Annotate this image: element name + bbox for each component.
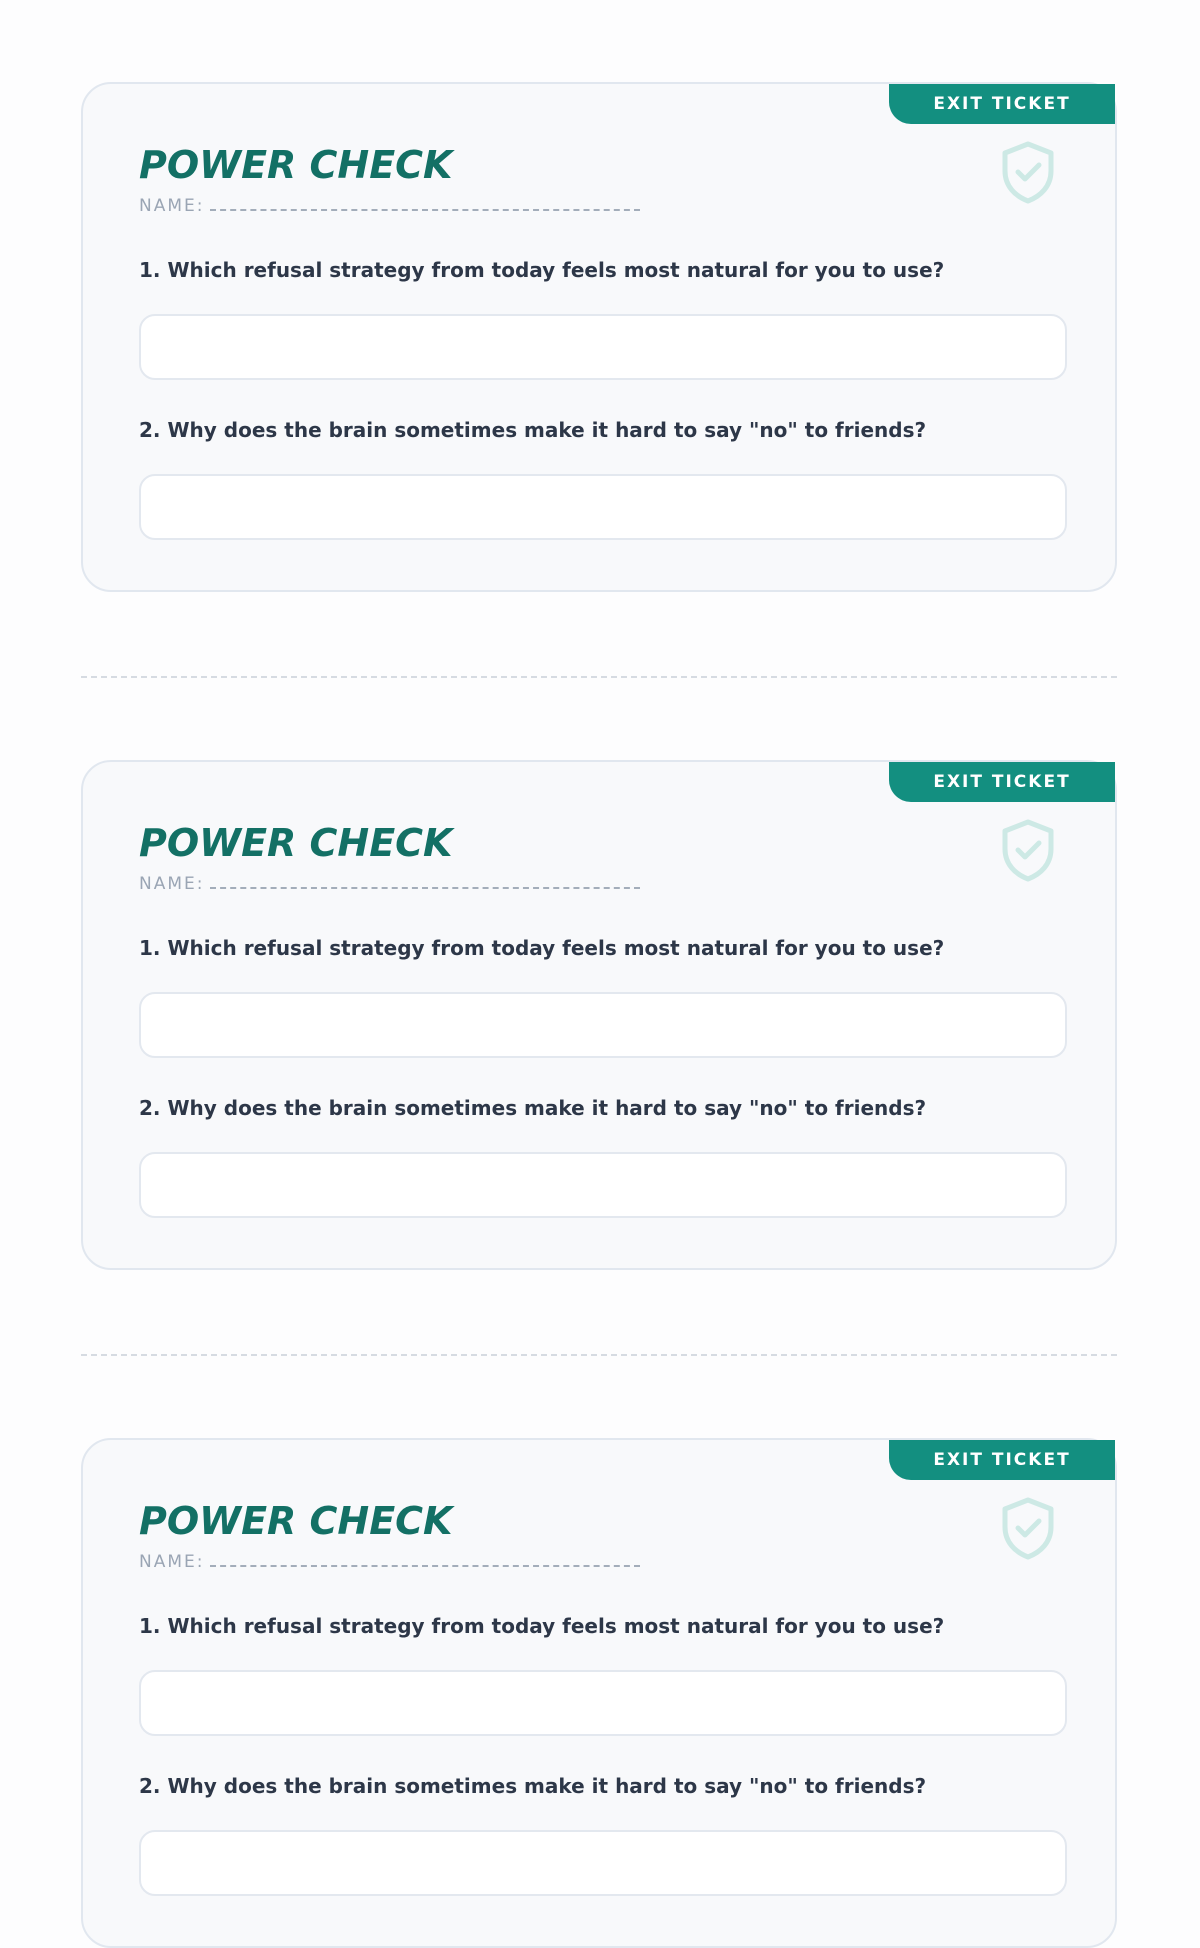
question-2: 2. Why does the brain sometimes make it hard to say "no" to friends? — [139, 1774, 927, 1798]
exit-ticket-badge: EXIT TICKET — [889, 1440, 1115, 1480]
name-blank[interactable] — [210, 197, 640, 211]
exit-ticket-badge: EXIT TICKET — [889, 762, 1115, 802]
name-label: NAME: — [139, 1552, 205, 1572]
answer-box-1[interactable] — [139, 314, 1067, 380]
cut-line-divider — [81, 1354, 1117, 1356]
question-2: 2. Why does the brain sometimes make it hard to say "no" to friends? — [139, 418, 927, 442]
answer-box-1[interactable] — [139, 992, 1067, 1058]
question-1: 1. Which refusal strategy from today feels most natural for you to use? — [139, 1614, 945, 1638]
name-line — [139, 872, 640, 897]
answer-box-2[interactable] — [139, 1152, 1067, 1218]
name-blank[interactable] — [210, 1553, 640, 1567]
ticket-title: POWER CHECK — [139, 143, 453, 187]
name-line — [139, 194, 640, 219]
question-1: 1. Which refusal strategy from today feels most natural for you to use? — [139, 936, 945, 960]
shield-check-icon — [999, 140, 1057, 204]
exit-ticket-badge: EXIT TICKET — [889, 84, 1115, 124]
cut-line-divider — [81, 676, 1117, 678]
name-label: NAME: — [139, 196, 205, 216]
name-line — [139, 1550, 640, 1575]
ticket-title: POWER CHECK — [139, 1499, 453, 1543]
answer-box-2[interactable] — [139, 1830, 1067, 1896]
exit-ticket-card — [81, 760, 1117, 1270]
answer-box-1[interactable] — [139, 1670, 1067, 1736]
question-2: 2. Why does the brain sometimes make it hard to say "no" to friends? — [139, 1096, 927, 1120]
shield-check-icon — [999, 1496, 1057, 1560]
ticket-title: POWER CHECK — [139, 821, 453, 865]
name-blank[interactable] — [210, 875, 640, 889]
exit-ticket-card — [81, 82, 1117, 592]
answer-box-2[interactable] — [139, 474, 1067, 540]
name-label: NAME: — [139, 874, 205, 894]
question-1: 1. Which refusal strategy from today feels most natural for you to use? — [139, 258, 945, 282]
shield-check-icon — [999, 818, 1057, 882]
exit-ticket-card — [81, 1438, 1117, 1948]
